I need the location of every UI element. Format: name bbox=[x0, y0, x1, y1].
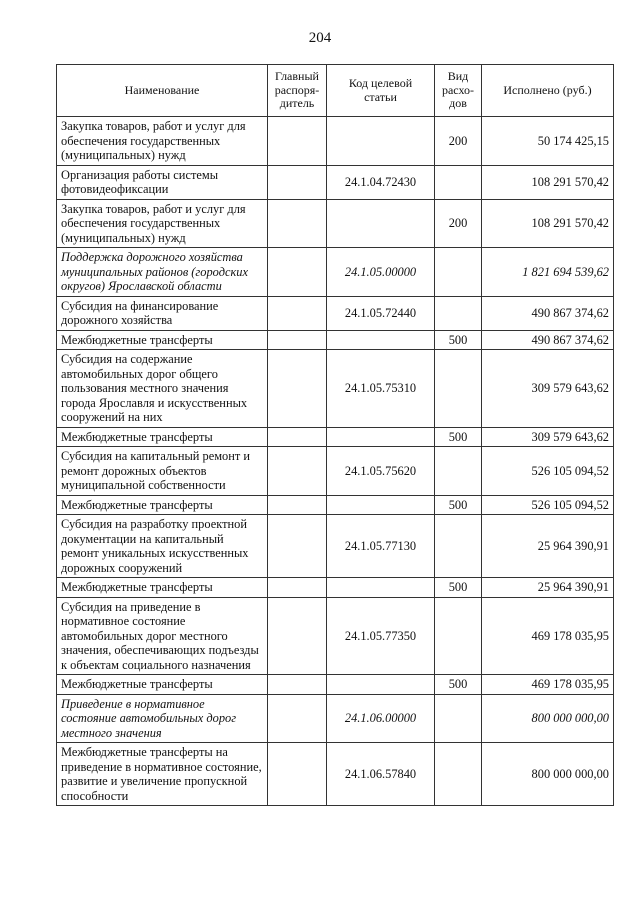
row-main-disposer bbox=[268, 199, 327, 248]
row-executed-amount: 108 291 570,42 bbox=[482, 199, 614, 248]
row-expense-type bbox=[435, 597, 482, 675]
row-name: Закупка товаров, работ и услуг для обеспечения государственных (муниципальных) нужд bbox=[57, 199, 268, 248]
row-expense-type: 200 bbox=[435, 199, 482, 248]
table-header-row bbox=[57, 65, 614, 117]
row-target-code bbox=[327, 199, 435, 248]
row-name: Субсидия на приведение в нормативное состояние автомобильных дорог местного значения, обеспечивающих подъезды к объектам социального назначения bbox=[57, 597, 268, 675]
row-main-disposer bbox=[268, 296, 327, 330]
row-expense-type bbox=[435, 447, 482, 496]
row-target-code: 24.1.06.57840 bbox=[327, 743, 435, 806]
row-target-code bbox=[327, 578, 435, 598]
row-main-disposer bbox=[268, 350, 327, 428]
row-main-disposer bbox=[268, 578, 327, 598]
row-target-code: 24.1.05.75310 bbox=[327, 350, 435, 428]
row-expense-type: 500 bbox=[435, 675, 482, 695]
row-main-disposer bbox=[268, 495, 327, 515]
row-expense-type bbox=[435, 694, 482, 743]
row-target-code bbox=[327, 495, 435, 515]
row-target-code: 24.1.05.75620 bbox=[327, 447, 435, 496]
row-name: Закупка товаров, работ и услуг для обеспечения государственных (муниципальных) нужд bbox=[57, 117, 268, 166]
row-target-code: 24.1.05.77130 bbox=[327, 515, 435, 578]
row-executed-amount: 800 000 000,00 bbox=[482, 743, 614, 806]
row-executed-amount: 526 105 094,52 bbox=[482, 495, 614, 515]
row-main-disposer bbox=[268, 427, 327, 447]
row-executed-amount: 490 867 374,62 bbox=[482, 296, 614, 330]
row-name: Межбюджетные трансферты bbox=[57, 427, 268, 447]
row-name: Межбюджетные трансферты bbox=[57, 495, 268, 515]
header-executed: Исполнено (руб.) bbox=[482, 65, 614, 117]
table-row bbox=[57, 515, 614, 578]
row-executed-amount: 526 105 094,52 bbox=[482, 447, 614, 496]
row-executed-amount: 309 579 643,62 bbox=[482, 427, 614, 447]
table-row bbox=[57, 165, 614, 199]
row-expense-type: 500 bbox=[435, 330, 482, 350]
row-main-disposer bbox=[268, 330, 327, 350]
row-name: Межбюджетные трансферты bbox=[57, 578, 268, 598]
row-name: Межбюджетные трансферты bbox=[57, 675, 268, 695]
table-row bbox=[57, 427, 614, 447]
row-target-code: 24.1.04.72430 bbox=[327, 165, 435, 199]
row-name: Субсидия на содержание автомобильных дорог общего пользования местного значения города Ярославля и искусственных сооружений на них bbox=[57, 350, 268, 428]
row-name: Поддержка дорожного хозяйства муниципальных районов (городских округов) Ярославской области bbox=[57, 248, 268, 297]
row-target-code bbox=[327, 675, 435, 695]
row-target-code bbox=[327, 427, 435, 447]
row-name: Субсидия на финансирование дорожного хозяйства bbox=[57, 296, 268, 330]
table-row bbox=[57, 447, 614, 496]
table-row bbox=[57, 694, 614, 743]
row-executed-amount: 108 291 570,42 bbox=[482, 165, 614, 199]
row-executed-amount: 309 579 643,62 bbox=[482, 350, 614, 428]
table-row bbox=[57, 248, 614, 297]
header-target-code: Код целевой статьи bbox=[327, 65, 435, 117]
row-main-disposer bbox=[268, 597, 327, 675]
row-main-disposer bbox=[268, 165, 327, 199]
table-row bbox=[57, 675, 614, 695]
row-expense-type bbox=[435, 165, 482, 199]
row-main-disposer bbox=[268, 694, 327, 743]
row-main-disposer bbox=[268, 248, 327, 297]
row-target-code: 24.1.05.00000 bbox=[327, 248, 435, 297]
row-main-disposer bbox=[268, 117, 327, 166]
row-expense-type bbox=[435, 515, 482, 578]
table-row bbox=[57, 743, 614, 806]
row-expense-type: 500 bbox=[435, 427, 482, 447]
row-main-disposer bbox=[268, 447, 327, 496]
row-name: Организация работы системы фотовидеофиксации bbox=[57, 165, 268, 199]
row-executed-amount: 25 964 390,91 bbox=[482, 515, 614, 578]
table-row bbox=[57, 117, 614, 166]
row-executed-amount: 25 964 390,91 bbox=[482, 578, 614, 598]
table-row bbox=[57, 495, 614, 515]
row-target-code: 24.1.06.00000 bbox=[327, 694, 435, 743]
row-main-disposer bbox=[268, 515, 327, 578]
row-executed-amount: 1 821 694 539,62 bbox=[482, 248, 614, 297]
table-row bbox=[57, 578, 614, 598]
table-row bbox=[57, 296, 614, 330]
row-name: Субсидия на капитальный ремонт и ремонт дорожных объектов муниципальной собственности bbox=[57, 447, 268, 496]
row-name: Межбюджетные трансферты bbox=[57, 330, 268, 350]
header-name: Наименование bbox=[57, 65, 268, 117]
header-main-disposer: Главный распоря-дитель bbox=[268, 65, 327, 117]
row-target-code: 24.1.05.77350 bbox=[327, 597, 435, 675]
row-executed-amount: 469 178 035,95 bbox=[482, 597, 614, 675]
table-row bbox=[57, 199, 614, 248]
row-main-disposer bbox=[268, 743, 327, 806]
table-row bbox=[57, 350, 614, 428]
row-executed-amount: 490 867 374,62 bbox=[482, 330, 614, 350]
row-executed-amount: 800 000 000,00 bbox=[482, 694, 614, 743]
table-body bbox=[57, 117, 614, 806]
row-target-code bbox=[327, 117, 435, 166]
row-name: Субсидия на разработку проектной документации на капитальный ремонт уникальных искусственных дорожных сооружений bbox=[57, 515, 268, 578]
row-expense-type: 200 bbox=[435, 117, 482, 166]
row-main-disposer bbox=[268, 675, 327, 695]
row-executed-amount: 50 174 425,15 bbox=[482, 117, 614, 166]
page-number: 204 bbox=[308, 30, 332, 46]
row-expense-type bbox=[435, 248, 482, 297]
row-target-code: 24.1.05.72440 bbox=[327, 296, 435, 330]
row-expense-type: 500 bbox=[435, 578, 482, 598]
row-executed-amount: 469 178 035,95 bbox=[482, 675, 614, 695]
row-expense-type: 500 bbox=[435, 495, 482, 515]
row-name: Приведение в нормативное состояние автомобильных дорог местного значения bbox=[57, 694, 268, 743]
table-row bbox=[57, 597, 614, 675]
row-expense-type bbox=[435, 350, 482, 428]
row-expense-type bbox=[435, 743, 482, 806]
table-row bbox=[57, 330, 614, 350]
row-target-code bbox=[327, 330, 435, 350]
header-expense-type: Вид расхо-дов bbox=[435, 65, 482, 117]
row-name: Межбюджетные трансферты на приведение в нормативное состояние, развитие и увеличение пропускной способности bbox=[57, 743, 268, 806]
budget-execution-table bbox=[56, 64, 614, 806]
row-expense-type bbox=[435, 296, 482, 330]
